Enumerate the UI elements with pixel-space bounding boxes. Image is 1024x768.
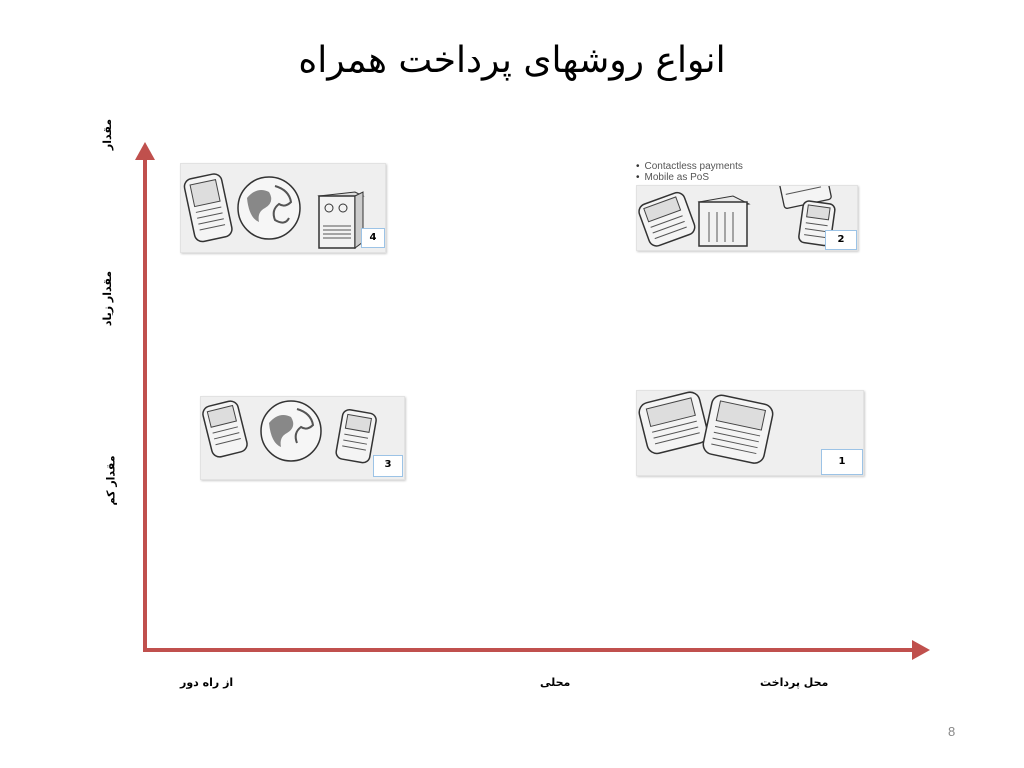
quadrant-number-badge: 1 — [821, 449, 863, 475]
quadrant-2-bullets — [636, 161, 743, 183]
page-number: 8 — [948, 724, 956, 739]
mobile-phone-icon — [335, 409, 377, 464]
x-axis-arrowhead — [912, 640, 930, 660]
x-axis-label-local: محلی — [540, 676, 571, 689]
pos-terminal-icon — [699, 196, 749, 246]
mobile-phone-icon — [183, 173, 233, 244]
globe-icon — [261, 401, 321, 461]
bullet-item: • Mobile as PoS — [636, 172, 743, 183]
globe-icon — [238, 177, 300, 239]
quadrant-1-card — [636, 390, 864, 476]
quadrant-number-badge: 4 — [361, 228, 385, 248]
y-axis-arrowhead — [135, 142, 155, 160]
quadrant-3-card — [200, 396, 405, 480]
mobile-phone-icon — [701, 393, 774, 465]
mobile-phone-icon — [637, 391, 710, 456]
quadrant-4-card — [180, 163, 386, 253]
x-axis-label-remote: از راه دور — [180, 676, 234, 689]
y-axis-title: مقدار — [101, 118, 115, 151]
quadrant-number-badge: 2 — [825, 230, 857, 250]
quadrant-number-badge: 3 — [373, 455, 403, 477]
y-axis-high-label: مقدار زیاد — [101, 270, 115, 327]
x-axis-label-point-of-sale: محل پرداخت — [760, 676, 829, 689]
slide-title: انواع روشهای پرداخت همراه — [298, 40, 726, 81]
bullet-item: • Contactless payments — [636, 161, 743, 172]
server-icon — [319, 192, 363, 248]
y-axis-low-label: مقدار کم — [104, 455, 118, 506]
quadrant-2-card — [636, 185, 858, 251]
mobile-phone-icon — [201, 399, 249, 458]
mobile-phone-icon — [637, 190, 697, 248]
